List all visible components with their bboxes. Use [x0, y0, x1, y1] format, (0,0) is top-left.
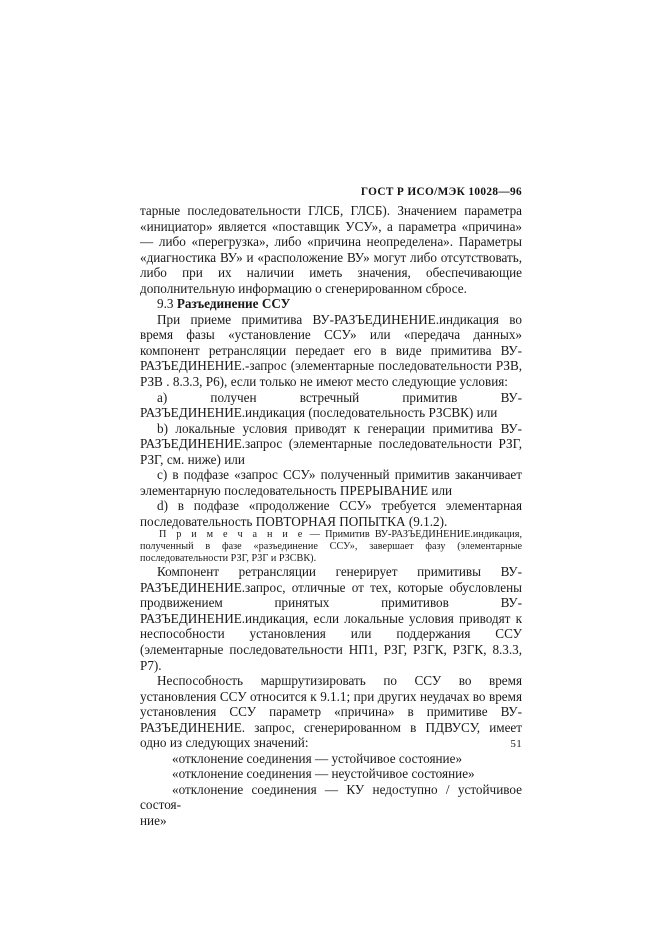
- note-text: Примитив ВУ-РАЗЪЕДИНЕНИЕ.индикация, полученный в фазе «разъединение ССУ», завершает фазу (элементарные последовательности РЗГ, РЗГ и РЗСВК).: [140, 529, 522, 564]
- value-line-1: «отклонение соединения — устойчивое состояние»: [172, 750, 463, 766]
- note-label: П р и м е ч а н и е: [159, 529, 305, 541]
- running-head: ГОСТ Р ИСО/МЭК 10028—96: [360, 186, 522, 198]
- value-line-3: «отклонение соединения — КУ недоступно / устойчивое состоя-: [140, 781, 522, 813]
- paragraph-continued: тарные последовательности ГЛСБ, ГЛСБ). Значением параметра «инициатор» является «поставщик УСУ», а параметра «причина» — либо «перегрузка», либо «причина неопределена». Параметры «диагностика ВУ» и «расположение ВУ» могут либо отсутствовать, либо при их наличии иметь значения, обеспечивающие дополнительную информацию о сгенерированном сбросе.: [140, 203, 522, 296]
- list-item-d: d) в подфазе «продолжение ССУ» требуется элементарная последовательность ПОВТОРНАЯ ПОПЫТКА (9.1.2).: [140, 498, 522, 529]
- page-number: 51: [510, 738, 522, 750]
- paragraph-component: Компонент ретрансляции генерирует примитивы ВУ-РАЗЪЕДИНЕНИЕ.запрос, отличные от тех, которые обусловлены продвижением принятых примитивов ВУ-РАЗЪЕДИНЕНИЕ.индикация, если локальные условия приводят к неспособности установления или поддержания ССУ (элементарные последовательности НП1, РЗГ, РЗГК, РЗГК, 8.3.3, Р7).: [140, 564, 522, 673]
- note-dash: —: [304, 529, 326, 541]
- note-block: [140, 529, 522, 564]
- section-title-text: Разъединение ССУ: [176, 296, 291, 312]
- paragraph-intro: При приеме примитива ВУ-РАЗЪЕДИНЕНИЕ.индикация во время фазы «установление ССУ» или «передача данных» компонент ретрансляции передает его в виде примитива ВУ-РАЗЪЕДИНЕНИЕ.-запрос (элементарные последовательности РЗВ, РЗВ . 8.3.3, Р6), если только не имеют место следующие условия:: [140, 311, 522, 390]
- value-line-3-continuation: ние»: [140, 813, 167, 829]
- section-heading: [140, 296, 522, 312]
- list-item-a: a) получен встречный примитив ВУ-РАЗЪЕДИНЕНИЕ.индикация (последовательность РЗСВК) или: [140, 389, 522, 421]
- paragraph-inability: Неспособность маршрутизировать по ССУ во время установления ССУ относится к 9.1.1; при других неудачах во время установления ССУ параметр «причина» в примитиве ВУ-РАЗЪЕДИНЕНИЕ. запрос, сгенерированном в ПДВУСУ, имеет одно из следующих значений:: [140, 673, 522, 751]
- text-column: [140, 203, 522, 829]
- section-title: [173, 296, 290, 311]
- section-number: 9.3: [157, 296, 174, 312]
- value-line-2: «отклонение соединения — неустойчивое состояние»: [172, 766, 475, 782]
- list-item-c: c) в подфазе «запрос ССУ» полученный примитив заканчивает элементарную последовательность ПРЕРЫВАНИЕ или: [140, 467, 522, 498]
- list-item-b: b) локальные условия приводят к генерации примитива ВУ-РАЗЪЕДИНЕНИЕ.запрос (элементарные последовательности РЗГ, РЗГ, см. ниже) или: [140, 420, 522, 467]
